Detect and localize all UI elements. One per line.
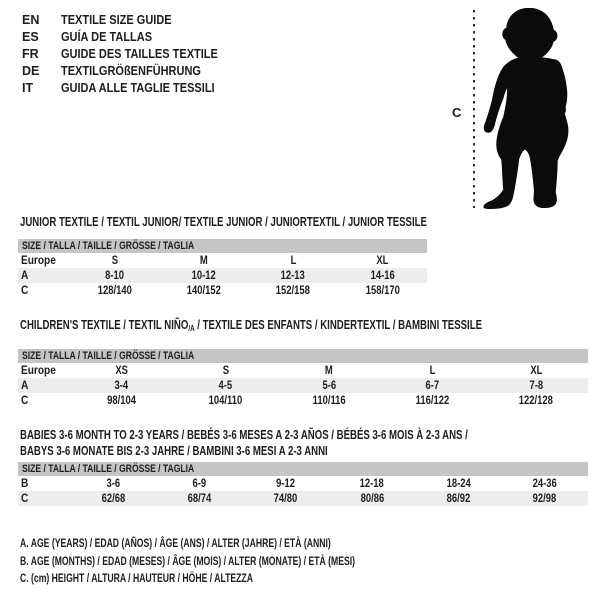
title-subscript: /A <box>188 323 195 333</box>
size-cell: 158/170 <box>365 284 400 297</box>
size-cell: XL <box>376 254 389 267</box>
size-cell: 152/158 <box>276 284 311 297</box>
language-code: ES <box>22 29 39 44</box>
table-row-age <box>18 378 588 393</box>
row-label: B <box>21 477 29 490</box>
children-table-title: CHILDREN'S TEXTILE / TEXTIL $NIÑO_{/A}$ / TEXTILE DES ENFANTS / KINDERTEXTIL / BAMBINI TESSILE <box>20 317 483 333</box>
size-cell: 18-24 <box>446 477 471 490</box>
baby-silhouette-icon <box>481 5 573 211</box>
babies-table-title: BABIES 3-6 MONTH TO 2-3 YEARS / BEBÉS 3-6 MESES A 2-3 AÑOS / BÉBÉS 3-6 MOIS À 2-3 ANS / BABYS 3-6 MONATE BIS 2-3 JAHRE / BAMBINI 3-6 MESI A 2-3 ANNI <box>20 427 468 458</box>
height-measure-line <box>473 10 475 208</box>
language-code: DE <box>22 63 40 78</box>
size-cell: 3-4 <box>114 379 129 392</box>
language-code: IT <box>22 80 34 95</box>
row-label: A <box>21 269 29 282</box>
language-label: GUIDA ALLE TAGLIE TESSILI <box>61 80 215 95</box>
table-row-age-months <box>18 476 588 491</box>
table-row-height <box>18 393 588 408</box>
size-cell: 10-12 <box>191 269 216 282</box>
size-header-bar: SIZE / TALLA / TAILLE / GRÖSSE / TAGLIA <box>18 239 427 253</box>
size-cell: 3-6 <box>106 477 120 490</box>
language-code: EN <box>22 12 40 27</box>
note-age-years: A. AGE (YEARS) / EDAD (AÑOS) / ÂGE (ANS) / ALTER (JAHRE) / ETÀ (ANNI) <box>20 536 331 550</box>
size-cell: 110/116 <box>312 394 346 407</box>
size-header-bar: SIZE / TALLA / TAILLE / GRÖSSE / TAGLIA <box>18 349 588 363</box>
size-cell: 104/110 <box>208 394 243 407</box>
size-cell: S <box>111 254 118 267</box>
row-label: C <box>21 284 29 297</box>
size-cell: L <box>290 254 297 267</box>
language-code: FR <box>22 46 39 61</box>
table-row-height <box>18 491 588 506</box>
language-label: GUIDE DES TAILLES TEXTILE <box>61 46 218 61</box>
baby-figure <box>0 0 600 220</box>
size-cell: S <box>222 364 229 377</box>
size-cell: 6-7 <box>425 379 440 392</box>
row-label: C <box>21 394 29 407</box>
language-label: TEXTILGRÖßENFÜHRUNG <box>61 63 201 78</box>
note-height-cm: C. (cm) HEIGHT / ALTURA / HAUTEUR / HÖHE / ALTEZZA <box>20 571 253 585</box>
size-cell: 116/122 <box>415 394 450 407</box>
size-header-bar: SIZE / TALLA / TAILLE / GRÖSSE / TAGLIA <box>18 462 588 476</box>
height-measure-label: C <box>452 105 462 120</box>
size-cell: 80/86 <box>360 492 384 505</box>
size-cell: 4-5 <box>218 379 233 392</box>
table-row-height <box>18 283 427 298</box>
row-label: Europe <box>21 254 56 267</box>
legend-notes <box>20 535 485 588</box>
size-cell: XS <box>115 364 129 377</box>
language-label: TEXTILE SIZE GUIDE <box>61 12 172 27</box>
note-age-months: B. AGE (MONTHS) / EDAD (MESES) / ÂGE (MOIS) / ALTER (MONATE) / ETÀ (MESI) <box>20 553 356 568</box>
junior-table-title: JUNIOR TEXTILE / TEXTIL JUNIOR/ TEXTILE JUNIOR / JUNIORTEXTIL / JUNIOR TESSILE <box>20 214 427 229</box>
size-cell: 140/152 <box>186 284 221 297</box>
size-cell: 6-9 <box>192 477 207 490</box>
size-cell: 5-6 <box>322 379 336 392</box>
row-label: Europe <box>21 364 56 377</box>
size-cell: 128/140 <box>97 284 132 297</box>
size-cell: XL <box>530 364 543 377</box>
size-cell: 12-13 <box>281 269 306 282</box>
size-cell: 62/68 <box>101 492 125 505</box>
size-cell: L <box>429 364 436 377</box>
size-cell: M <box>325 364 333 377</box>
size-cell: 86/92 <box>446 492 471 505</box>
language-label: GUÍA DE TALLAS <box>61 29 153 44</box>
row-label: C <box>21 492 29 505</box>
size-cell: 24-36 <box>532 477 557 490</box>
size-cell: 7-8 <box>529 379 543 392</box>
size-cell: 12-18 <box>360 477 385 490</box>
size-cell: M <box>199 254 208 267</box>
babies-size-table <box>18 462 588 506</box>
children-size-table <box>18 349 588 408</box>
junior-size-table <box>18 239 427 298</box>
size-cell: 68/74 <box>187 492 212 505</box>
size-cell: 122/128 <box>519 394 554 407</box>
size-cell: 98/104 <box>107 394 137 407</box>
size-cell: 8-10 <box>105 269 125 282</box>
size-cell: 74/80 <box>274 492 298 505</box>
table-row-europe <box>18 253 427 268</box>
table-row-europe <box>18 363 588 378</box>
size-cell: 14-16 <box>370 269 395 282</box>
size-cell: 92/98 <box>532 492 557 505</box>
table-row-age <box>18 268 427 283</box>
size-cell: 9-12 <box>276 477 296 490</box>
row-label: A <box>21 379 29 392</box>
